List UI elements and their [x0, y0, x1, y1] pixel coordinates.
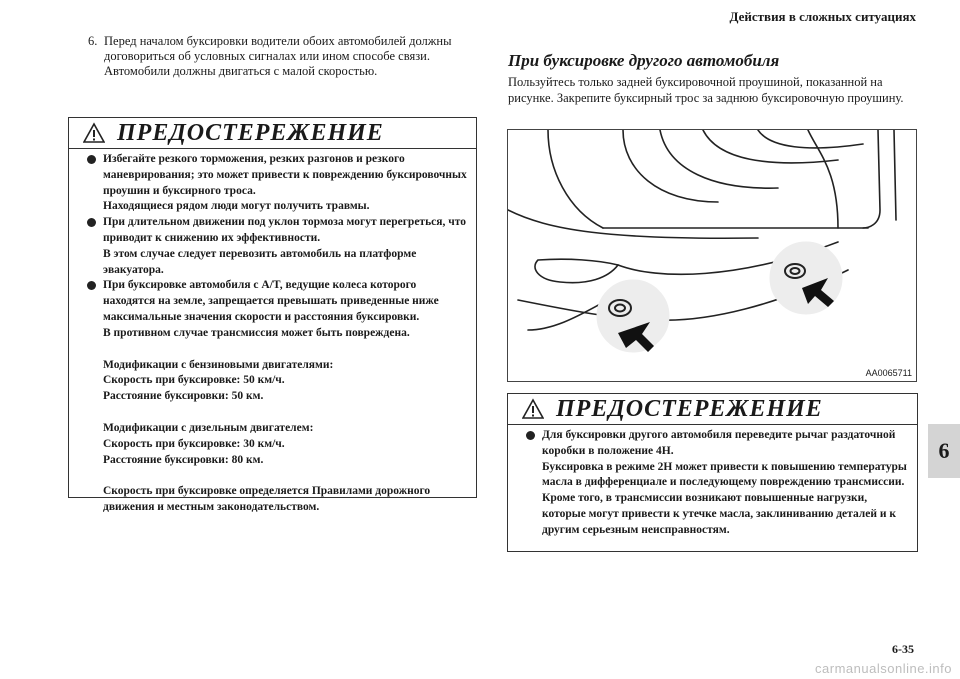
warning-body: [508, 425, 917, 539]
warning-bullet: [79, 152, 468, 215]
section-title: При буксировке другого автомобиля: [508, 51, 780, 70]
warning-bullet: [79, 278, 468, 341]
bullet-dot: [87, 281, 96, 290]
petrol-heading: Модификации с бензиновыми двигателями:: [103, 358, 334, 371]
page-number: 6-35: [892, 642, 914, 656]
warning-bullet: [518, 428, 909, 539]
bullet-dot: [87, 218, 96, 227]
warning-header: [508, 394, 917, 425]
bullet-text: Избегайте резкого торможения, резких разгонов и резкого маневрирования; это может привести к повреждению буксировочных проушин и буксирного троса.: [103, 153, 467, 197]
figure-code: AA0065711: [865, 368, 912, 378]
diesel-distance: Расстояние буксировки: 80 км.: [103, 453, 264, 466]
warning-triangle-icon: [522, 398, 544, 420]
warning-title: ПРЕДОСТЕРЕЖЕНИЕ: [556, 395, 823, 422]
warning-bullet: [79, 215, 468, 278]
bullet-text: При буксировке автомобиля с A/T, ведущие колеса которого находятся на земле, запрещается превышать приведенные ниже максимальные значения скорости и расстояния буксировки.: [103, 279, 439, 323]
warning-header: [69, 118, 476, 149]
warning-box-towing: [68, 117, 477, 514]
petrol-speed: Скорость при буксировке: 50 км/ч.: [103, 374, 285, 387]
bullet-text: Буксировка в режиме 2H может привести к повышению температуры масла в дифференциале и последующему повреждению трансмиссии.: [542, 460, 907, 489]
bullet-text: При длительном движении под уклон тормоза могут перегреться, что приводит к снижению их эффективности.: [103, 216, 466, 244]
item-number: 6.: [88, 34, 98, 48]
petrol-distance: Расстояние буксировки: 50 км.: [103, 390, 264, 403]
warning-triangle-icon: [83, 122, 105, 144]
warning-body: [69, 149, 476, 516]
list-item-6: [68, 34, 478, 79]
diesel-heading: Модификации с дизельным двигателем:: [103, 421, 314, 434]
warning-title: ПРЕДОСТЕРЕЖЕНИЕ: [117, 119, 384, 146]
bullet-text: В противном случае трансмиссия может быть повреждена.: [103, 326, 410, 339]
bullet-dot: [87, 155, 96, 164]
towing-hook-figure: [507, 129, 917, 382]
bullet-text: Находящиеся рядом люди могут получить травмы.: [103, 200, 370, 213]
item-text: Перед началом буксировки водители обоих автомобилей должны договориться об условных сигналах или ином способе связи. Автомобили должны двигаться с малой скоростью.: [104, 34, 452, 78]
chapter-tab: 6: [928, 424, 960, 478]
bullet-text: Кроме того, в трансмиссии возникают повышенные нагрузки, которые могут привести к утечке масла, заклиниванию деталей и к другим серьезным неисправностям.: [542, 492, 896, 536]
warning-footer: Скорость при буксировке определяется Правилами дорожного движения и местным законодательством.: [103, 485, 431, 514]
bullet-text: В этом случае следует перевозить автомобиль на платформе эвакуатора.: [103, 247, 417, 276]
diesel-speed: Скорость при буксировке: 30 км/ч.: [103, 437, 285, 450]
bullet-text: Для буксировки другого автомобиля переведите рычаг раздаточной коробки в положение 4H.: [542, 429, 896, 457]
watermark: carmanualsonline.info: [815, 661, 952, 676]
chapter-title: Действия в сложных ситуациях: [729, 9, 916, 24]
bullet-dot: [526, 431, 535, 440]
vehicle-underside-illustration: [508, 130, 916, 381]
section-text: Пользуйтесь только задней буксировочной проушиной, показанной на рисунке. Закрепите буксирный трос за заднюю буксировочную проушину.: [508, 75, 904, 105]
warning-box-transfer-case: [507, 393, 918, 552]
